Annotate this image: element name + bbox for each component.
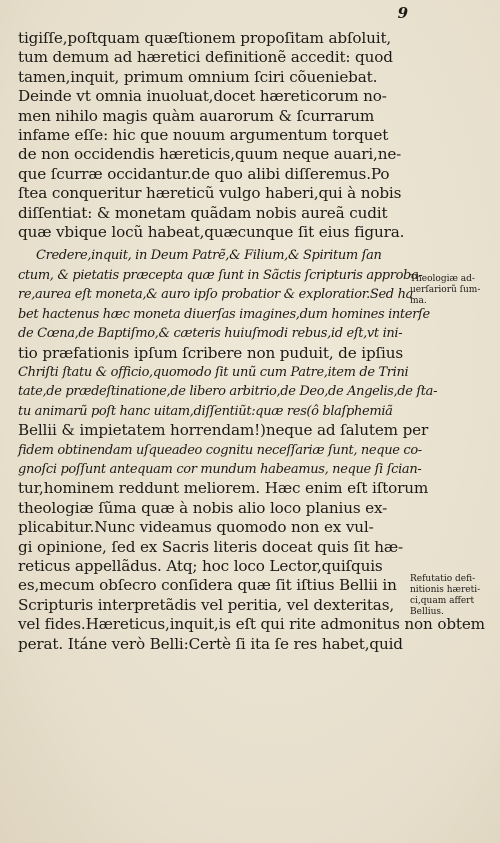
quotation-line: tu animarũ poſt hanc uitam,diſſentiũt:quæ res(ô blaſphemiã bbox=[18, 403, 393, 419]
quotation-line: bet hactenus hæc moneta diuerſas imagines,dum homines interſe bbox=[18, 306, 430, 322]
text-line: Scripturis interpretãdis vel peritia, vel dexteritas, bbox=[18, 595, 395, 614]
marginal-note-line: ma. bbox=[410, 296, 427, 306]
text-line: Deinde vt omnia inuoluat,docet hæreticorum no- bbox=[18, 87, 387, 106]
text-line: tamen,inquit, primum omnium ſciri cõueniebat. bbox=[18, 67, 378, 86]
marginal-note-theology bbox=[410, 274, 498, 307]
text-line: perat. Itáne verò Belli:Certè ſi ita ſe res habet,quid bbox=[18, 634, 403, 653]
quotation-line: ctum, & pietatis præcepta quæ ſunt in Sãctis ſcripturis approba- bbox=[18, 267, 423, 283]
text-line: que ſcurræ occidantur.de quo alibi diſſeremus.Po bbox=[18, 164, 390, 183]
text-line: reticus appellãdus. Atq; hoc loco Lector,quiſquis bbox=[18, 556, 383, 575]
quotation-line: re,aurea eſt moneta,& auro ipſo probatior & exploratior.Sed ha bbox=[18, 287, 413, 303]
marginal-note-line: ci,quam affert bbox=[410, 596, 475, 606]
text-line: gi opinione, ſed ex Sacris literis doceat quis ſit hæ- bbox=[18, 537, 403, 556]
quotation-line: tate,de prædeſtinatione,de libero arbitrio,de Deo,de Angelis,de ſta- bbox=[18, 384, 438, 400]
marginal-note-line: uerſariorũ ſum- bbox=[410, 285, 481, 295]
text-line: diſſentiat: & monetam quãdam nobis aureã cudit bbox=[18, 203, 388, 222]
text-line: tur,hominem reddunt meliorem. Hæc enim eſt iſtorum bbox=[18, 479, 429, 498]
marginal-note-line: nitionis hæreti- bbox=[410, 585, 481, 595]
text-line: es,mecum obſecro conſidera quæ ſit iſtius Bellii in bbox=[18, 576, 397, 595]
text-line: Bellii & impietatem horrendam!)neque ad ſalutem per bbox=[18, 421, 429, 440]
text-line: tigiſſe,poſtquam quæſtionem propoſitam abſoluit, bbox=[18, 29, 392, 47]
quotation-line: gnoſci poſſunt antequam cor mundum habeamus, neque ſi ſcian- bbox=[18, 461, 422, 477]
text-line: tio præfationis ipſum ſcribere non puduit, de ipſius bbox=[18, 343, 403, 362]
quotation-line: Credere,inquit, in Deum Patrẽ,& Filium,& Spiritum ſan bbox=[36, 248, 382, 264]
text-line: infame eſſe: hic que nouum argumentum torquet bbox=[18, 126, 389, 145]
text-line: men nihilo magis quàm auarorum & ſcurrarum bbox=[18, 106, 375, 125]
marginal-note-line: Theologiæ ad- bbox=[410, 274, 475, 284]
text-line: vel fides.Hæreticus,inquit,is eſt qui rite admonitus non obtem bbox=[18, 615, 485, 634]
text-line: quæ vbique locũ habeat,quæcunque ſit eius figura. bbox=[18, 223, 405, 242]
text-line: theologiæ ſũma quæ à nobis alio loco planius ex- bbox=[18, 498, 388, 517]
quotation-line: de Cœna,de Baptiſmo,& cæteris huiuſmodi rebus,id eſt,vt ini- bbox=[18, 326, 403, 342]
marginal-note-line: Refutatio defi- bbox=[410, 574, 476, 584]
text-line: ſtea conqueritur hæreticũ vulgo haberi,qui à nobis bbox=[18, 184, 402, 203]
quotation-line: Chriſti ſtatu & officio,quomodo ſit unũ cum Patre,item de Trini bbox=[18, 364, 409, 380]
marginal-note-refutation bbox=[410, 574, 498, 618]
quotation-line: fidem obtinendam uſqueadeo cognitu neceſſariæ ſunt, neque co- bbox=[18, 442, 422, 458]
page-number: 9 bbox=[397, 4, 408, 22]
text-line: tum demum ad hæretici definitionẽ accedit: quod bbox=[18, 48, 393, 67]
text-line: de non occidendis hæreticis,quum neque auari,ne- bbox=[18, 145, 402, 164]
marginal-note-line: Bellius. bbox=[410, 607, 444, 617]
text-line: plicabitur.Nunc videamus quomodo non ex vul- bbox=[18, 518, 374, 537]
